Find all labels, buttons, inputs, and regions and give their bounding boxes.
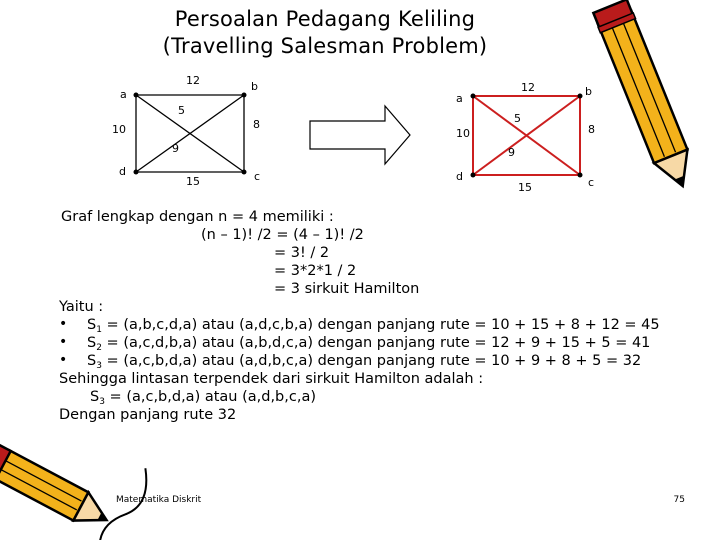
vertex-label-c-right: c: [588, 176, 595, 189]
footer-course-name: Matematika Diskrit: [116, 495, 202, 505]
yaitu-label: Yaitu :: [59, 299, 104, 315]
bullet-dot: •: [59, 316, 68, 332]
weight-bc-right: 8: [588, 123, 595, 136]
shortest-circuit: $S_3 = (a,c,b,d,a)$ atau (a,d,b,c,a): [90, 389, 316, 407]
circuit-s1: $S_1 = (a,b,c,d,a)$ atau (a,d,c,b,a) dengan panjang rute = 10 + 15 + 8 + 12 = 45: [87, 317, 660, 335]
vertex-a-left: [134, 93, 139, 98]
vertex-d-left: [134, 170, 139, 175]
weight-dc-left: 15: [186, 175, 200, 188]
route-length-text: Dengan panjang rute 32: [59, 407, 237, 423]
vertex-label-b-right: b: [585, 85, 592, 98]
conclusion-text: Sehingga lintasan terpendek dari sirkuit Hamilton adalah :: [59, 371, 484, 387]
title-line-1: Persoalan Pedagang Keliling: [174, 7, 476, 31]
weight-dc-right: 15: [518, 181, 532, 194]
weight-ab-left: 12: [186, 74, 200, 87]
equation-line-3: = 3*2*1 / 2: [274, 263, 357, 279]
equation-line-1: (n – 1)! /2 = (4 – 1)! /2: [201, 227, 364, 243]
circuit-s2: $S_2 = (a,c,d,b,a)$ atau (a,b,d,c,a) dengan panjang rute = 12 + 9 + 15 + 5 = 41: [87, 335, 651, 353]
vertex-label-d-right: d: [456, 170, 463, 183]
weight-bd-right: 9: [508, 146, 515, 159]
weight-ab-right: 12: [521, 81, 535, 94]
weight-bc-left: 8: [253, 118, 260, 131]
bullet-dot: •: [59, 352, 68, 368]
equation-line-2: = 3! / 2: [274, 245, 330, 261]
vertex-b-right: [578, 94, 583, 99]
weight-ac-left: 5: [178, 104, 185, 117]
equation-line-4: = 3 sirkuit Hamilton: [274, 281, 420, 297]
vertex-label-c-left: c: [254, 170, 261, 183]
vertex-label-b-left: b: [251, 80, 258, 93]
circuit-s3: $S_3 = (a,c,b,d,a)$ atau (a,d,b,c,a) dengan panjang rute = 10 + 9 + 8 + 5 = 32: [87, 353, 642, 371]
title-line-2: (Travelling Salesman Problem): [162, 34, 488, 58]
intro-text: Graf lengkap dengan n = 4 memiliki :: [61, 209, 334, 225]
vertex-a-right: [471, 94, 476, 99]
bullet-dot: •: [59, 334, 68, 350]
vertex-label-a-left: a: [120, 88, 127, 101]
vertex-c-right: [578, 173, 583, 178]
weight-bd-left: 9: [172, 142, 179, 155]
vertex-label-a-right: a: [456, 92, 463, 105]
transform-arrow: [310, 106, 410, 164]
vertex-b-left: [242, 93, 247, 98]
page-number: 75: [673, 495, 685, 505]
weight-ad-left: 10: [112, 123, 126, 136]
complete-graph-right: [473, 96, 580, 175]
vertex-c-left: [242, 170, 247, 175]
weight-ad-right: 10: [456, 127, 470, 140]
weight-ac-right: 5: [514, 112, 521, 125]
vertex-d-right: [471, 173, 476, 178]
vertex-label-d-left: d: [119, 165, 126, 178]
complete-graph-left: [136, 95, 244, 172]
pencil-icon: [592, 0, 700, 193]
